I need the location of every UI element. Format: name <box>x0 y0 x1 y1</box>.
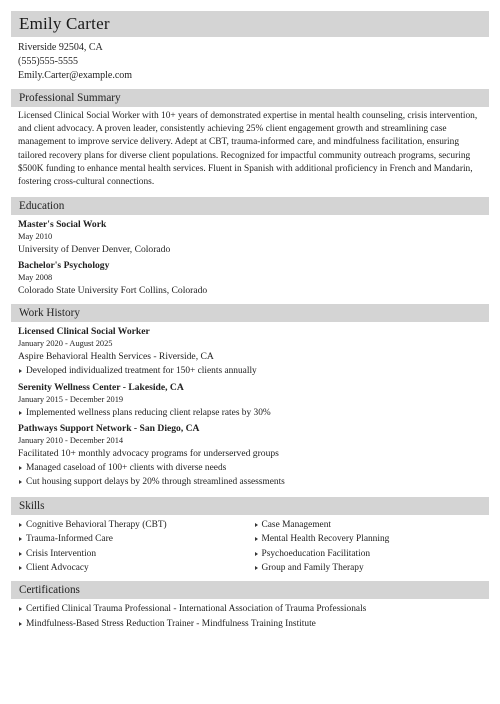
education-entry <box>18 259 487 298</box>
skill-item: Trauma-Informed Care <box>18 532 254 546</box>
job-date: January 2010 - December 2014 <box>18 436 124 446</box>
section-heading-work-history <box>11 304 489 322</box>
list-item: Managed caseload of 100+ clients with diverse needs <box>18 461 487 475</box>
job-company: Facilitated 10+ monthly advocacy programs for underserved groups <box>18 448 279 460</box>
skills-column-left <box>18 518 254 576</box>
education-entry <box>18 218 487 257</box>
skills-heading-label: Skills <box>19 499 45 512</box>
address-text: Riverside 92504, CA <box>18 42 103 53</box>
summary-heading-label: Professional Summary <box>19 92 121 104</box>
education-section <box>11 215 489 298</box>
phone-text: (555)555-5555 <box>18 56 78 67</box>
job-title: Licensed Clinical Social Worker <box>18 326 150 338</box>
list-item: Implemented wellness plans reducing client relapse rates by 30% <box>18 406 487 420</box>
work-history-section <box>11 322 489 490</box>
job-date: January 2015 - December 2019 <box>18 394 124 404</box>
skills-column-right <box>254 518 490 576</box>
job-entry <box>18 381 487 420</box>
job-date: January 2020 - August 2025 <box>18 339 113 349</box>
list-item: Cut housing support delays by 20% through streamlined assessments <box>18 475 487 489</box>
work-heading-label: Work History <box>19 307 80 320</box>
skill-item: Cognitive Behavioral Therapy (CBT) <box>18 518 254 532</box>
section-heading-summary <box>11 89 489 107</box>
school-name: University of Denver Denver, Colorado <box>18 244 171 256</box>
job-company: Aspire Behavioral Health Services - Riverside, CA <box>18 351 214 363</box>
section-heading-skills <box>11 497 489 515</box>
school-name: Colorado State University Fort Collins, Colorado <box>18 285 208 297</box>
contact-info <box>11 37 489 83</box>
degree-date: May 2008 <box>18 273 53 283</box>
certification-item: Certified Clinical Trauma Professional - International Association of Trauma Professionals <box>18 602 487 616</box>
job-bullets <box>18 461 487 490</box>
name-header <box>11 11 489 37</box>
email-text: Emily.Carter@example.com <box>18 70 133 81</box>
summary-text: Licensed Clinical Social Worker with 10+ years of demonstrated expertise in mental health counseling, crisis intervention, and client advocacy. A proven leader, consistently achieving 25% client engagement growth and streamlining case management to improve service delivery. Adept at CBT, trauma-informed care, and mindfulness facilitation, ensuring tailored recovery plans for diverse client populations. Recognized for impactful community outreach programs, securing $500K funding to enhance mental health services. Fluent in Spanish with additional proficiency in French and Mandarin, fostering cross-cultural connections. <box>18 111 478 188</box>
skill-item: Case Management <box>254 518 490 532</box>
certifications-section <box>11 599 489 631</box>
skill-item: Psychoeducation Facilitation <box>254 547 490 561</box>
section-heading-certifications <box>11 581 489 599</box>
skill-item: Mental Health Recovery Planning <box>254 532 490 546</box>
section-heading-education <box>11 197 489 215</box>
job-entry <box>18 325 487 378</box>
job-bullets <box>18 406 487 420</box>
job-entry <box>18 422 487 490</box>
list-item: Developed individualized treatment for 150+ clients annually <box>18 364 487 378</box>
certifications-heading-label: Certifications <box>19 584 80 597</box>
degree-title: Master's Social Work <box>18 219 107 231</box>
education-heading-label: Education <box>19 200 65 213</box>
job-title: Pathways Support Network - San Diego, CA <box>18 423 200 435</box>
skills-list <box>11 515 489 576</box>
skill-item: Crisis Intervention <box>18 547 254 561</box>
degree-title: Bachelor's Psychology <box>18 260 110 272</box>
certifications-list <box>18 602 487 631</box>
job-title: Serenity Wellness Center - Lakeside, CA <box>18 381 184 393</box>
skill-item: Client Advocacy <box>18 561 254 575</box>
job-bullets <box>18 364 487 378</box>
candidate-name: Emily Carter <box>19 14 110 33</box>
skill-item: Group and Family Therapy <box>254 561 490 575</box>
certification-item: Mindfulness-Based Stress Reduction Trainer - Mindfulness Training Institute <box>18 617 487 631</box>
degree-date: May 2010 <box>18 232 53 242</box>
